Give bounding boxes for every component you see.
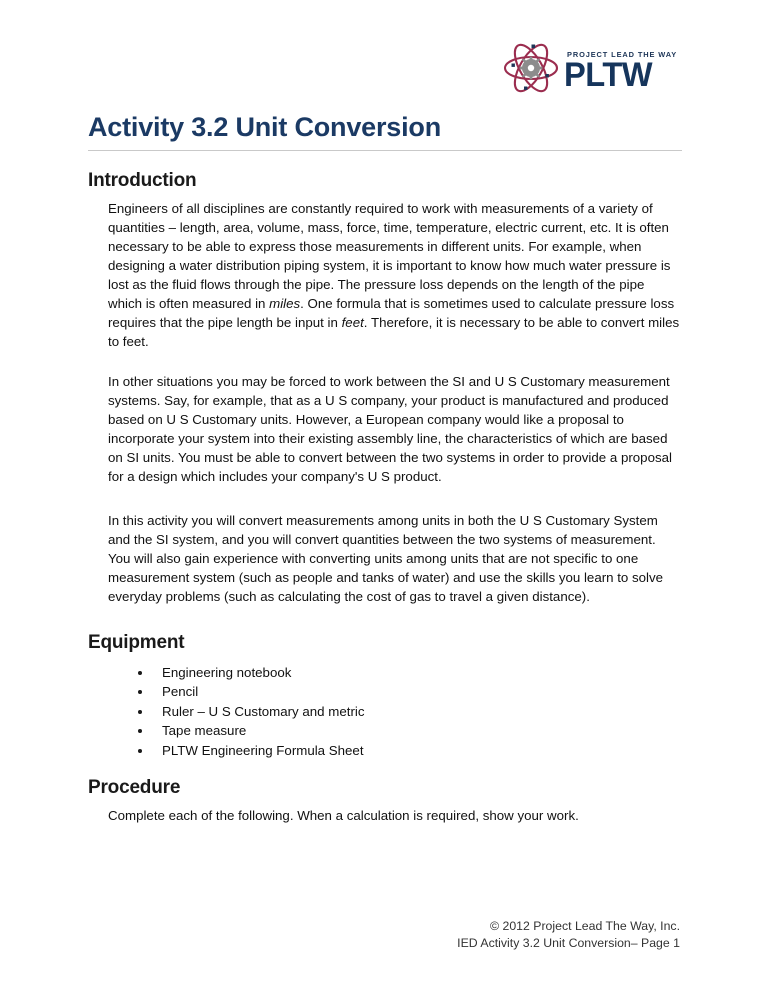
- list-item: [138, 663, 658, 682]
- bullet-icon: [138, 690, 142, 694]
- introduction-paragraph-1: [108, 199, 680, 351]
- equipment-list: [138, 663, 658, 760]
- paragraph-text: Complete each of the following. When a calculation is required, show your work.: [108, 808, 579, 823]
- pltw-tagline: PROJECT LEAD THE WAY: [567, 50, 678, 60]
- bullet-icon: [138, 749, 142, 753]
- emphasis-feet: feet: [341, 315, 364, 331]
- list-item-label: PLTW Engineering Formula Sheet: [162, 742, 364, 758]
- atom-gear-icon: [500, 36, 562, 100]
- list-item: [138, 721, 658, 740]
- paragraph-text: . One formula that is sometimes used to calculate pressure loss requires that the pipe length be input in: [108, 296, 675, 331]
- list-item: [138, 702, 658, 721]
- introduction-paragraph-2: [108, 372, 680, 486]
- bullet-icon: [138, 729, 142, 733]
- procedure-instructions: [108, 806, 680, 825]
- page-title: Activity 3.2 Unit Conversion: [88, 112, 441, 142]
- list-item-label: Ruler – U S Customary and metric: [162, 703, 365, 719]
- page-footer: [300, 918, 680, 951]
- list-item-label: Engineering notebook: [162, 665, 292, 680]
- paragraph-text: Engineers of all disciplines are constantly required to work with measurements of a variety of quantities – length, area, volume, mass, force, time, temperature, electric current, etc. It is often necessary to be able to express those measurements in different units. For example, when designing a water distribution piping system, it is important to know how much water pressure is lost as the fluid flows through the pipe. The pressure loss depends on the length of the pipe which is often measured in: [108, 201, 671, 312]
- paragraph-text: In other situations you may be forced to work between the SI and U S Customary measurement systems. Say, for example, that as a U S company, your product is manufactured and produced based on U S Customary units. However, a European company would like a proposal to incorporate your system into their existing assembly line, the characteristics of which are based on SI units. You must be able to convert between the two systems in order to provide a proposal for a design which includes your company's U S product.: [108, 374, 672, 485]
- pltw-acronym: PLTW: [564, 56, 653, 95]
- footer-copyright: © 2012 Project Lead The Way, Inc.: [490, 919, 680, 933]
- list-item-label: Pencil: [162, 684, 199, 700]
- paragraph-text: In this activity you will convert measurements among units in both the U S Customary System and the SI system, and you will convert quantities between the two systems of measurement. You will also gain experience with converting units among units that are not specific to one measurement system (such as people and tanks of water) and use the skills you learn to solve everyday problems (such as calculating the cost of gas to travel a given distance).: [108, 513, 664, 605]
- bullet-icon: [138, 710, 142, 714]
- section-heading-introduction: Introduction: [88, 170, 197, 191]
- title-bottom-rule: [88, 150, 682, 151]
- bullet-icon: [138, 671, 142, 675]
- pltw-logo: [500, 33, 690, 103]
- list-item-label: Tape measure: [162, 723, 247, 739]
- paragraph-text: . Therefore, it is necessary to be able to convert miles to feet.: [108, 315, 680, 350]
- list-item: [138, 682, 658, 701]
- section-heading-procedure: Procedure: [88, 777, 181, 798]
- footer-page-reference: IED Activity 3.2 Unit Conversion– Page 1: [457, 935, 680, 950]
- section-heading-equipment: Equipment: [88, 632, 185, 653]
- list-item: [138, 741, 658, 760]
- introduction-paragraph-3: [108, 511, 680, 606]
- emphasis-miles: miles: [269, 296, 301, 312]
- pltw-wordmark: [564, 44, 678, 95]
